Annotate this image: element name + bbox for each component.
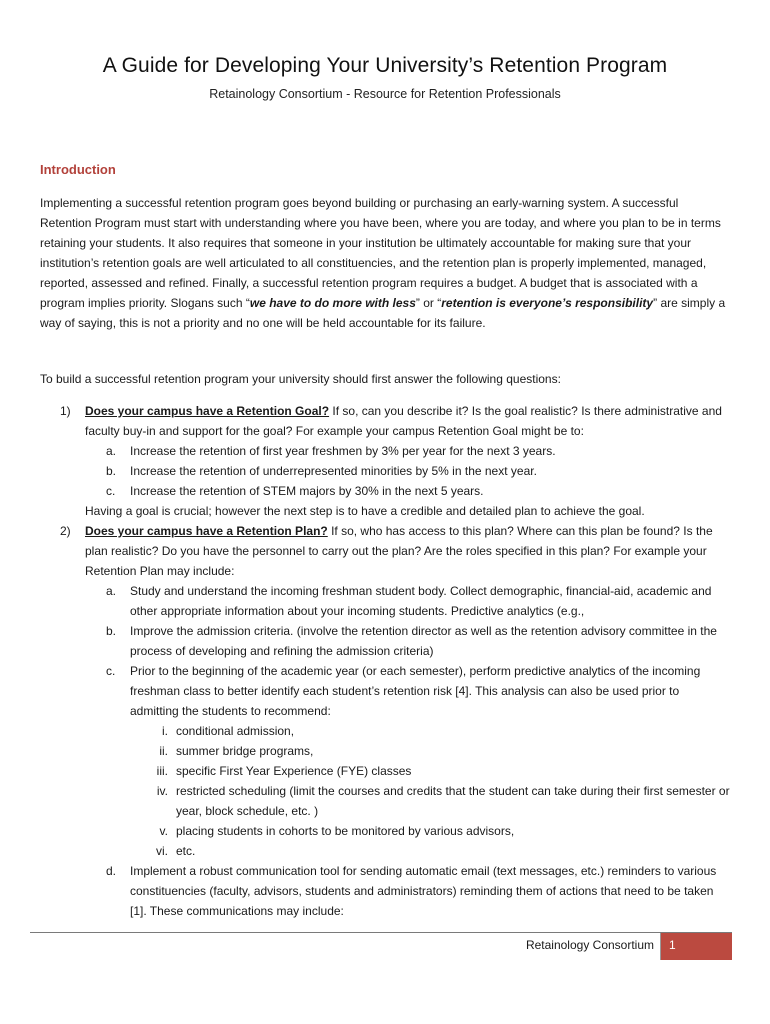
- roman-list-text: etc.: [176, 844, 196, 858]
- questions-list: [40, 401, 730, 921]
- footer-organization: Retainology Consortium: [525, 938, 654, 952]
- list-item-label: d.: [106, 864, 117, 878]
- intro-text-part-1: Implementing a successful retention program goes beyond building or purchasing an early-warning system. A successful Retention Program must start with understanding where you have been, where you are today, and where you plan to be in terms retaining your students. It also requires that someone in your institution be ultimately accountable for making sure that your institution’s retention goals are well articulated to all constituencies, and the retention plan is properly implemented, managed, reported, assessed and refined. Finally, a successful retention program requires a budget. A budget that is associated with a program implies priority. Slogans such “: [40, 196, 721, 310]
- roman-list-label: iii.: [156, 764, 168, 778]
- roman-list-text: summer bridge programs,: [176, 744, 314, 758]
- list-item-text: Increase the retention of STEM majors by 30% in the next 5 years.: [130, 484, 484, 498]
- list-item-text: Implement a robust communication tool for sending automatic email (text messages, etc.) reminders to various constituencies (faculty, advisors, students and administrators) reminding them of actions that need to be taken [1]. These communications may include:: [130, 864, 717, 918]
- roman-list-label: v.: [159, 824, 168, 838]
- document-title: A Guide for Developing Your University’s Retention Program: [102, 54, 668, 77]
- roman-list-text: conditional admission,: [176, 724, 295, 738]
- roman-list-item: [40, 721, 730, 741]
- roman-list-label: iv.: [156, 784, 168, 798]
- question-2-number: 2): [60, 524, 71, 538]
- roman-list-item: [40, 841, 730, 861]
- question-2-text: If so, who has access to this plan? Where can this plan be found? Is the plan realistic? Do you have the personnel to carry out the plan? Are the roles specified in this plan? For example your Retention Plan may include:: [85, 524, 713, 578]
- intro-paragraph: [40, 193, 730, 333]
- document-subtitle: Retainology Consortium - Resource for Retention Professionals: [209, 87, 561, 101]
- page-number: 1: [669, 938, 676, 952]
- intro-text-part-3: ” are simply a way of saying, this is not a priority and no one will be held accountable for its failure.: [40, 296, 726, 330]
- list-item-text: Improve the admission criteria. (involve the retention director as well as the retention advisory committee in the process of developing and refining the admission criteria): [130, 624, 717, 658]
- list-item: [40, 661, 730, 721]
- roman-list-text: restricted scheduling (limit the courses and credits that the student can take during their first semester or year, block schedule, etc. ): [176, 784, 730, 818]
- list-item: [40, 481, 730, 501]
- list-item: [40, 621, 730, 661]
- roman-list-label: ii.: [159, 744, 168, 758]
- list-item-label: b.: [106, 624, 117, 638]
- list-item-text: Increase the retention of first year freshmen by 3% per year for the next 3 years.: [130, 444, 556, 458]
- roman-list-item: [40, 781, 730, 821]
- list-item: [40, 441, 730, 461]
- roman-list-label: i.: [162, 724, 168, 738]
- roman-list-item: [40, 741, 730, 761]
- list-item-label: c.: [106, 664, 116, 678]
- roman-list-label: vi.: [156, 844, 168, 858]
- question-2-title: Does your campus have a Retention Plan?: [85, 524, 328, 538]
- roman-list-text: placing students in cohorts to be monitored by various advisors,: [176, 824, 515, 838]
- list-item: [40, 861, 730, 921]
- list-item: [40, 581, 730, 621]
- list-item-text: Prior to the beginning of the academic year (or each semester), perform predictive analytics of the incoming freshman class to better identify each student’s retention risk [4]. This analysis can also be used prior to admitting the students to recommend:: [130, 664, 701, 718]
- question-1: [40, 401, 730, 441]
- roman-list-item: [40, 761, 730, 781]
- intro-text-part-2: ” or “: [415, 296, 442, 310]
- footer-rule: [30, 932, 732, 933]
- list-item-label: c.: [106, 484, 116, 498]
- slogan-1: we have to do more with less: [249, 296, 416, 310]
- list-item-label: a.: [106, 444, 117, 458]
- list-item-label: b.: [106, 464, 117, 478]
- list-item-label: a.: [106, 584, 117, 598]
- section-heading-introduction: Introduction: [40, 162, 116, 177]
- slogan-2: retention is everyone’s responsibility: [441, 296, 654, 310]
- roman-list-item: [40, 821, 730, 841]
- question-1-title: Does your campus have a Retention Goal?: [85, 404, 330, 418]
- question-1-number: 1): [60, 404, 71, 418]
- question-1-text: If so, can you describe it? Is the goal realistic? Is there administrative and faculty buy-in and support for the goal? For example your campus Retention Goal might be to:: [85, 404, 722, 438]
- list-item-text: Study and understand the incoming freshman student body. Collect demographic, financial-aid, academic and other appropriate information about your incoming students. Predictive analytics (e.g.,: [130, 584, 712, 618]
- question-1-after-text: Having a goal is crucial; however the next step is to have a credible and detailed plan to achieve the goal.: [85, 504, 645, 518]
- question-2: [40, 521, 730, 581]
- list-item: [40, 461, 730, 481]
- list-item-text: Increase the retention of underrepresented minorities by 5% in the next year.: [130, 464, 537, 478]
- roman-list-text: specific First Year Experience (FYE) classes: [176, 764, 412, 778]
- lead-paragraph: To build a successful retention program your university should first answer the following questions:: [40, 372, 561, 386]
